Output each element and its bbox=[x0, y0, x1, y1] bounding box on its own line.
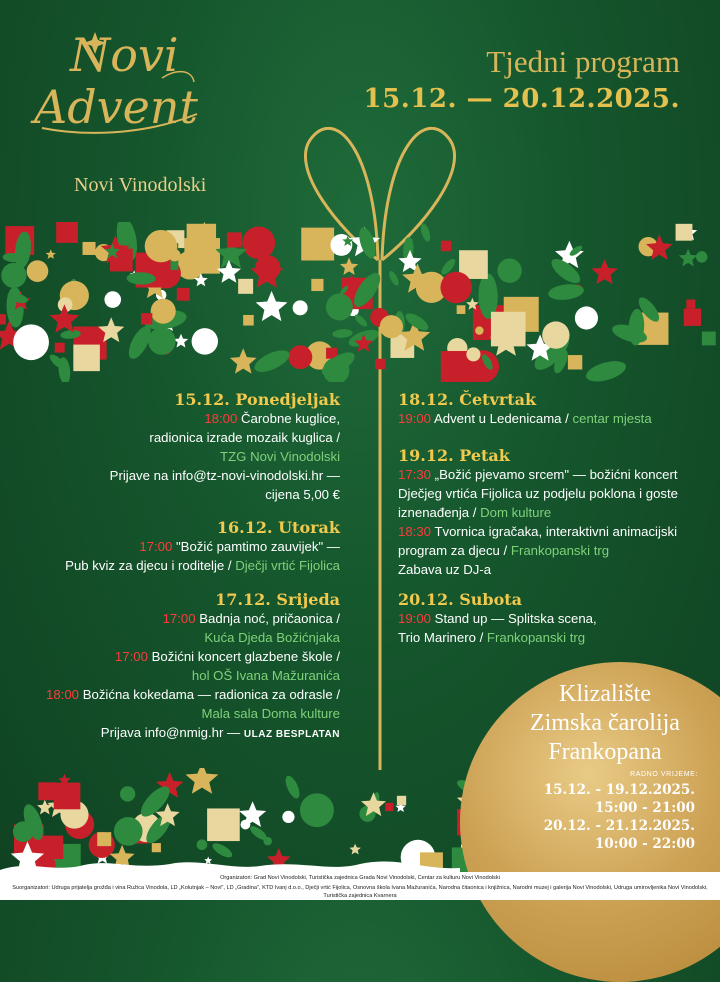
event-location: Frankopanski trg bbox=[486, 630, 586, 645]
schedule-line bbox=[0, 723, 340, 744]
event-time: 18:00 bbox=[46, 687, 80, 702]
event-text: Božićna kokedama — radionica za odrasle / bbox=[79, 687, 340, 702]
bauble-ornament bbox=[148, 328, 175, 355]
gift-box-ornament bbox=[187, 224, 216, 253]
event-time: 17:00 bbox=[114, 649, 148, 664]
gift-box-ornament bbox=[676, 224, 693, 241]
gift-box-ornament bbox=[243, 315, 254, 326]
gift-box-ornament bbox=[686, 300, 695, 309]
bauble-ornament bbox=[475, 326, 483, 334]
bauble-ornament bbox=[192, 328, 218, 354]
event-time: 18:30 bbox=[398, 524, 432, 539]
event-time: 17:00 bbox=[139, 539, 173, 554]
holly-leaf-ornament bbox=[387, 270, 400, 287]
gift-box-ornament bbox=[702, 332, 716, 346]
gift-box-ornament bbox=[207, 808, 240, 841]
event-text: Prijava info@nmig.hr — bbox=[100, 725, 244, 740]
gift-box-ornament bbox=[375, 359, 386, 370]
gift-box-ornament bbox=[311, 279, 323, 291]
event-text: program za djecu / bbox=[398, 543, 511, 558]
bauble-ornament bbox=[575, 306, 598, 329]
event-location: centar mjesta bbox=[572, 411, 652, 426]
skating-rink-title bbox=[500, 680, 710, 767]
city-name: Novi Vinodolski bbox=[74, 174, 207, 196]
bauble-ornament bbox=[114, 817, 143, 846]
event-time: 17:00 bbox=[162, 611, 196, 626]
schedule-line bbox=[0, 556, 340, 575]
schedule-line bbox=[0, 447, 340, 466]
event-text: Prijave na info@tz-novi-vinodolski.hr — bbox=[109, 468, 340, 483]
skating-period-1: 15.12. - 19.12.2025. bbox=[543, 782, 695, 798]
day-block-thursday bbox=[398, 390, 708, 428]
event-text: Advent u Ledenicama / bbox=[431, 411, 573, 426]
schedule-line bbox=[0, 666, 340, 685]
schedule-line bbox=[398, 465, 708, 484]
day-title: 15.12. Ponedjeljak bbox=[174, 390, 340, 409]
gift-box-ornament bbox=[97, 832, 111, 846]
event-location: Kuća Djeda Božićnjaka bbox=[204, 630, 340, 645]
gift-box-ornament bbox=[457, 305, 466, 314]
bauble-ornament bbox=[120, 786, 135, 801]
bauble-ornament bbox=[542, 321, 569, 348]
event-text: Čarobne kuglice, bbox=[237, 411, 340, 426]
gift-box-ornament bbox=[0, 314, 6, 324]
event-text: „Božić pjevamo srcem" — božićni koncert bbox=[431, 467, 678, 482]
star-ornament bbox=[174, 334, 189, 348]
bauble-ornament bbox=[696, 251, 707, 262]
event-text: Božićni koncert glazbene škole / bbox=[147, 649, 340, 664]
event-text: cijena 5,00 € bbox=[265, 487, 340, 502]
gift-box-ornament bbox=[83, 242, 96, 255]
schedule-line bbox=[0, 428, 340, 447]
weekly-program-dates: 15.12. — 20.12.2025. bbox=[363, 84, 680, 114]
star-ornament bbox=[591, 259, 617, 284]
event-location: TZG Novi Vinodolski bbox=[220, 449, 340, 464]
gift-box-ornament bbox=[55, 343, 65, 353]
event-time: 17:30 bbox=[398, 467, 432, 482]
gift-box-ornament bbox=[684, 309, 701, 326]
event-text: Zabava uz DJ-a bbox=[398, 562, 492, 577]
schedule-line bbox=[0, 466, 340, 485]
garland-decoration-top bbox=[0, 222, 720, 382]
bauble-ornament bbox=[440, 272, 472, 304]
gift-box-ornament bbox=[491, 312, 526, 347]
event-text: Trio Marinero / bbox=[398, 630, 487, 645]
bauble-ornament bbox=[300, 793, 334, 827]
schedule-line bbox=[0, 409, 340, 428]
gift-box-ornament bbox=[301, 228, 334, 261]
event-location: Dječji vrtić Fijolica bbox=[235, 558, 340, 573]
bauble-ornament bbox=[13, 324, 49, 360]
schedule-line bbox=[0, 485, 340, 504]
schedule-line bbox=[0, 628, 340, 647]
day-block-wednesday bbox=[0, 590, 340, 744]
bauble-ornament bbox=[241, 820, 251, 830]
skating-title-line: Zimska čarolija bbox=[530, 710, 680, 736]
event-text: Stand up — Splitska scena, bbox=[431, 611, 597, 626]
day-block-saturday bbox=[398, 590, 708, 647]
event-text: Dječjeg vrtića Fijolica uz podjelu poklona i goste bbox=[398, 486, 679, 501]
gift-box-ornament bbox=[385, 803, 393, 811]
day-title: 20.12. Subota bbox=[398, 590, 523, 609]
holly-leaf-ornament bbox=[283, 774, 302, 801]
star-ornament bbox=[46, 249, 56, 259]
gift-box-ornament bbox=[141, 313, 152, 324]
event-text: radionica izrade mozaik kuglica / bbox=[149, 430, 340, 445]
event-text: Badnja noć, pričaonica / bbox=[195, 611, 340, 626]
bauble-ornament bbox=[145, 230, 177, 262]
event-text: ULAZ BESPLATAN bbox=[243, 729, 340, 740]
logo-word-novi: Novi bbox=[70, 28, 179, 82]
weekly-program-title: Tjedni program bbox=[486, 44, 680, 79]
gift-box-ornament bbox=[177, 288, 190, 301]
star-ornament bbox=[256, 291, 288, 321]
star-ornament bbox=[186, 768, 219, 794]
bauble-ornament bbox=[288, 345, 312, 369]
holly-leaf-ornament bbox=[419, 222, 432, 242]
event-text: "Božić pamtimo zauvijek" — bbox=[172, 539, 340, 554]
schedule-line bbox=[0, 685, 340, 704]
gift-box-ornament bbox=[397, 796, 406, 805]
event-time: 19:00 bbox=[398, 411, 432, 426]
gift-box-ornament bbox=[56, 222, 78, 243]
bauble-ornament bbox=[497, 258, 521, 282]
bauble-ornament bbox=[255, 255, 280, 280]
day-block-monday bbox=[0, 390, 340, 504]
gift-box-ornament bbox=[54, 783, 81, 810]
day-block-tuesday bbox=[0, 518, 340, 575]
event-location: Dom kulture bbox=[480, 505, 552, 520]
holly-leaf-ornament bbox=[584, 357, 628, 382]
schedule-line bbox=[398, 628, 708, 647]
schedule-line bbox=[398, 409, 708, 428]
schedule-line bbox=[0, 704, 340, 723]
gift-box-ornament bbox=[73, 345, 100, 372]
bauble-ornament bbox=[104, 291, 121, 308]
bauble-ornament bbox=[293, 300, 308, 315]
gift-box-ornament bbox=[38, 782, 56, 800]
skating-title-line: Frankopana bbox=[548, 739, 662, 765]
co-organizers-text: Suorganizatori: Udruga prijatelja grožđa i vina Ružica Vinodola, LD „Kolutnjak – Novi", LD „Gradina", KTD Ivanj d.o.o., Dječji vrtić Fijolica, Osnovna škola Ivana Mažuranića, Narodna čitaonica i knjižnica, Narodni muzej i galerija Novi Vinodolski, Udruga umirovljenika Novi Vinodolski, Turistička zajednica Kvarnera bbox=[12, 885, 708, 899]
skating-title-line: Klizalište bbox=[559, 681, 651, 707]
bauble-ornament bbox=[282, 811, 294, 823]
schedule-line bbox=[398, 560, 708, 579]
schedule-line bbox=[398, 609, 708, 628]
bauble-ornament bbox=[330, 234, 352, 256]
event-location: Frankopanski trg bbox=[510, 543, 610, 558]
bauble-ornament bbox=[326, 294, 353, 321]
holly-leaf-ornament bbox=[353, 313, 369, 329]
holly-leaf-ornament bbox=[251, 346, 292, 377]
event-text: Pub kviz za djecu i roditelje / bbox=[65, 558, 236, 573]
skating-hours-2: 10:00 - 22:00 bbox=[594, 836, 695, 852]
logo-word-advent: Advent bbox=[34, 80, 198, 134]
gift-box-ornament bbox=[568, 355, 582, 369]
schedule-line bbox=[398, 484, 708, 503]
event-location: Mala sala Doma kulture bbox=[201, 706, 340, 721]
schedule-line bbox=[398, 522, 708, 541]
schedule-line bbox=[398, 541, 708, 560]
day-title: 18.12. Četvrtak bbox=[398, 390, 537, 409]
event-text: iznenađenja / bbox=[398, 505, 481, 520]
star-ornament bbox=[340, 258, 358, 275]
bauble-ornament bbox=[242, 226, 275, 259]
organizers-text: Organizatori: Grad Novi Vinodolski, Turistička zajednica Grada Novi Vinodolski, Centar za kulturu Novi Vinodolski bbox=[220, 875, 500, 881]
bauble-ornament bbox=[380, 315, 403, 338]
holly-leaf-ornament bbox=[332, 329, 353, 339]
gift-box-ornament bbox=[238, 279, 253, 294]
event-location: hol OŠ Ivana Mažuranića bbox=[191, 668, 340, 683]
schedule-line bbox=[0, 609, 340, 628]
schedule-line bbox=[0, 647, 340, 666]
skating-period-2: 20.12. - 21.12.2025. bbox=[543, 818, 695, 834]
star-ornament bbox=[679, 249, 698, 267]
day-block-friday bbox=[398, 446, 708, 579]
day-title: 16.12. Utorak bbox=[216, 518, 340, 537]
event-time: 18:00 bbox=[204, 411, 238, 426]
star-ornament bbox=[230, 348, 257, 373]
bauble-ornament bbox=[466, 347, 480, 361]
bauble-ornament bbox=[1, 263, 26, 288]
event-text: Tvornica igračaka, interaktivni animacijski bbox=[431, 524, 678, 539]
schedule-line bbox=[0, 537, 340, 556]
star-ornament bbox=[37, 800, 53, 815]
gift-box-ornament bbox=[441, 241, 451, 251]
gift-box-ornament bbox=[227, 232, 242, 247]
bauble-ornament bbox=[27, 260, 49, 282]
working-hours-label: RADNO VRIJEME: bbox=[630, 771, 698, 778]
day-title: 17.12. Srijeda bbox=[215, 590, 340, 609]
schedule-line bbox=[398, 503, 708, 522]
skating-hours-1: 15:00 - 21:00 bbox=[594, 800, 695, 816]
event-time: 19:00 bbox=[398, 611, 432, 626]
bauble-ornament bbox=[151, 299, 176, 324]
footer-credits bbox=[0, 872, 720, 900]
day-title: 19.12. Petak bbox=[398, 446, 510, 465]
